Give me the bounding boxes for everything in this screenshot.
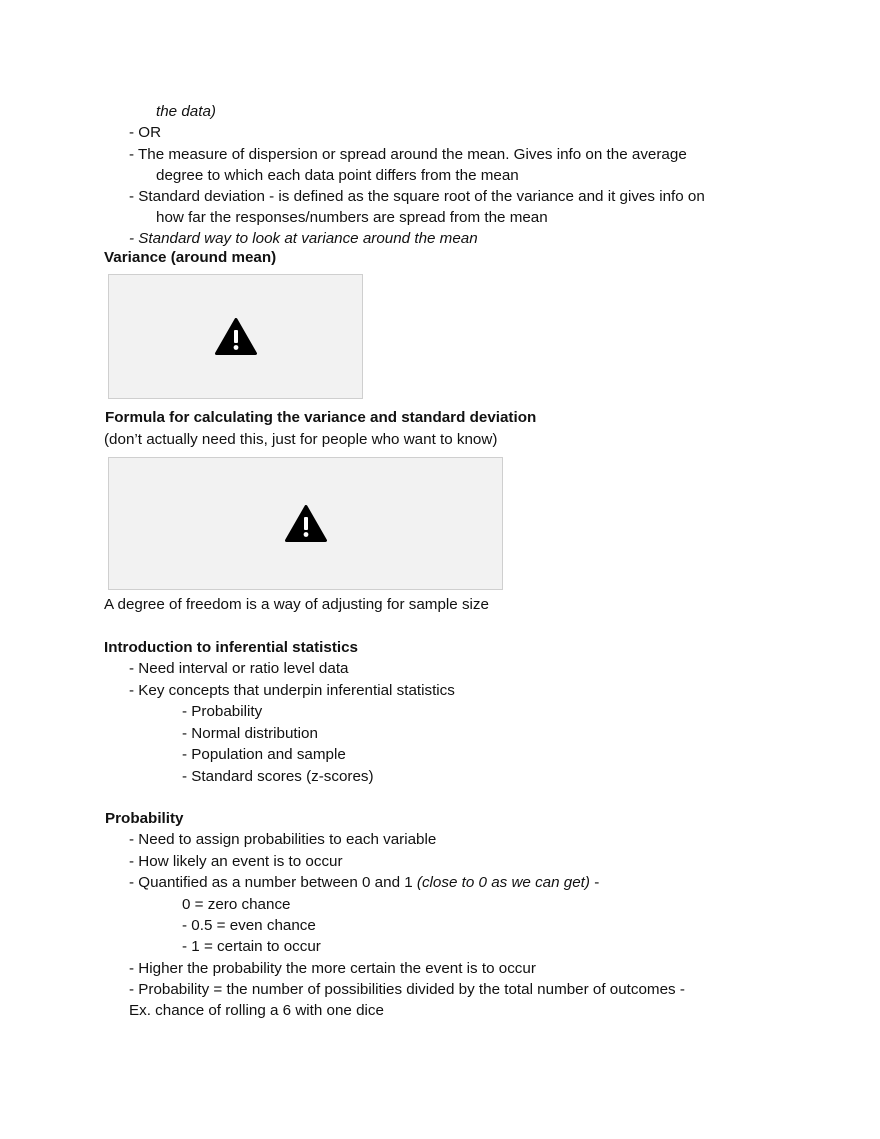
list-item-example: Ex. chance of rolling a 6 with one dice — [129, 1002, 384, 1019]
sub-list-item: - 0.5 = even chance — [182, 917, 316, 934]
list-item: - Probability = the number of possibilities divided by the total number of outcomes - — [129, 981, 685, 998]
sub-list-item: - Standard scores (z-scores) — [182, 768, 374, 785]
probability-heading: Probability — [105, 810, 184, 827]
quantified-suffix: - — [589, 874, 600, 891]
sub-list-item: - Population and sample — [182, 746, 346, 763]
warning-icon — [285, 505, 327, 542]
sub-list-item: - Probability — [182, 703, 263, 720]
list-item-dispersion: - The measure of dispersion or spread around the mean. Gives info on the average — [129, 146, 687, 163]
list-item-standard-way: - Standard way to look at variance around the mean — [129, 230, 478, 247]
variance-image-placeholder — [108, 274, 363, 399]
inferential-heading: Introduction to inferential statistics — [104, 639, 358, 656]
variance-heading: Variance (around mean) — [104, 249, 277, 266]
sub-list-item: - 1 = certain to occur — [182, 938, 321, 955]
list-item: - Need to assign probabilities to each variable — [129, 831, 437, 848]
list-item-dispersion-cont: degree to which each data point differs from the mean — [156, 167, 519, 184]
list-item: - How likely an event is to occur — [129, 853, 343, 870]
warning-icon — [215, 318, 257, 355]
list-item-or: - OR — [129, 124, 162, 141]
formula-note: (don’t actually need this, just for people who want to know) — [104, 431, 498, 448]
list-continuation-text: the data) — [156, 103, 216, 120]
sub-list-item: 0 = zero chance — [182, 896, 291, 913]
quantified-italic-note: (close to 0 as we can get) — [416, 874, 590, 891]
list-item-quantified — [129, 873, 599, 893]
list-item: - Key concepts that underpin inferential statistics — [129, 682, 455, 699]
list-item-standard-deviation: - Standard deviation - is defined as the square root of the variance and it gives info on — [129, 188, 705, 205]
sub-list-item: - Normal distribution — [182, 725, 318, 742]
formula-heading: Formula for calculating the variance and standard deviation — [105, 409, 537, 426]
formula-image-placeholder — [108, 457, 503, 590]
list-item: - Higher the probability the more certain the event is to occur — [129, 960, 536, 977]
list-item-standard-deviation-cont: how far the responses/numbers are spread from the mean — [156, 209, 548, 226]
quantified-text: - Quantified as a number between 0 and 1 — [129, 874, 417, 891]
list-item: - Need interval or ratio level data — [129, 660, 349, 677]
degree-of-freedom-text: A degree of freedom is a way of adjusting for sample size — [104, 596, 489, 613]
